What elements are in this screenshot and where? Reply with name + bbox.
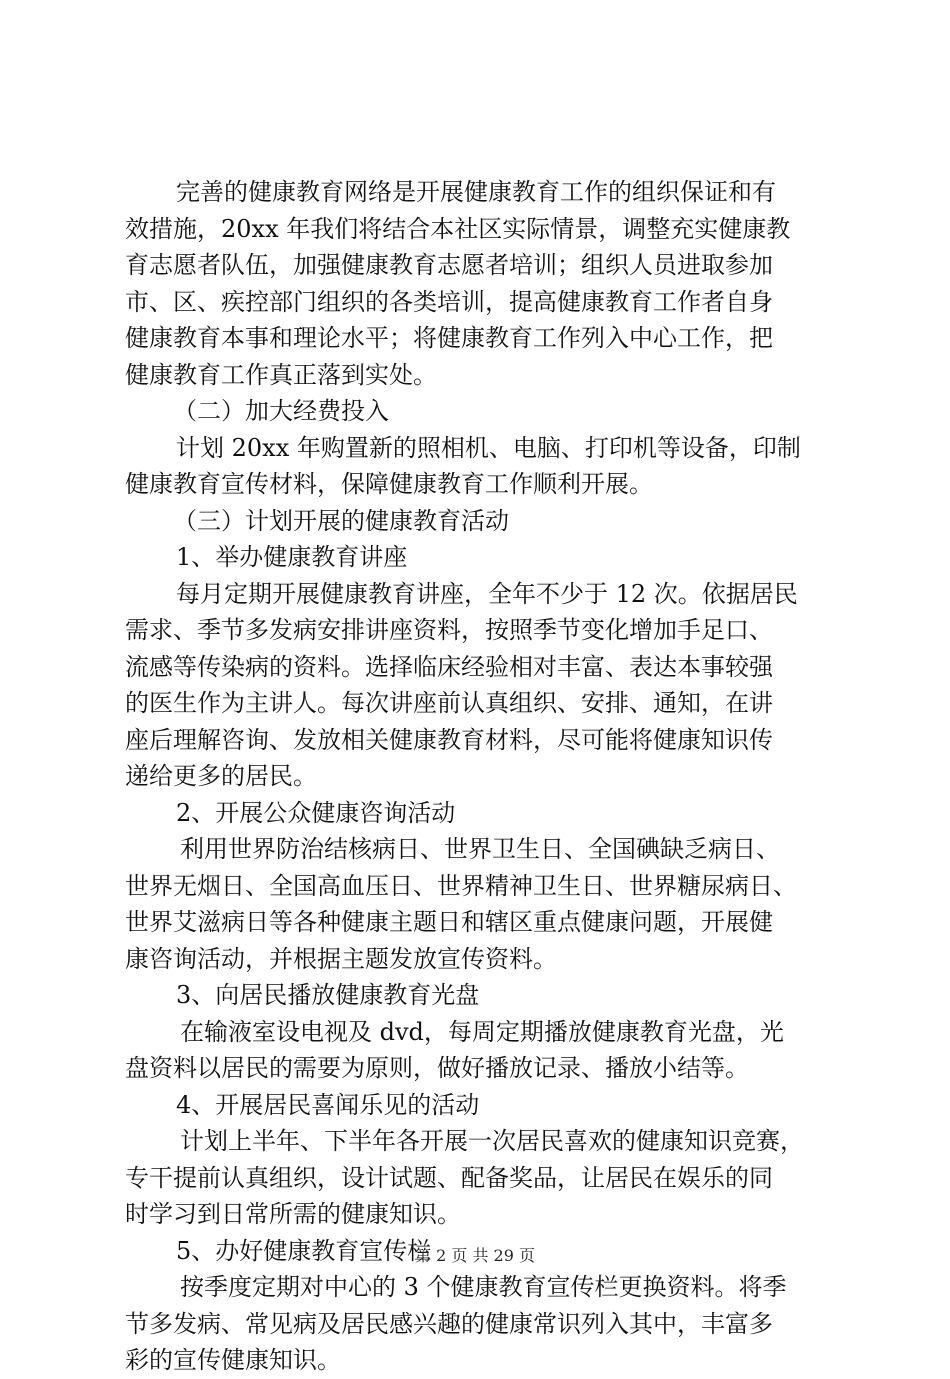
paragraph-line: 时学习到日常所需的健康知识。 (125, 1200, 461, 1228)
paragraph-line: 按季度定期对中心的 3 个健康教育宣传栏更换资料。将季 (180, 1273, 787, 1301)
paragraph-line: 在输液室设电视及 dvd，每周定期播放健康教育光盘，光 (180, 1017, 784, 1046)
paragraph-line: 需求、季节多发病安排讲座资料，按照季节变化增加手足口、 (125, 616, 773, 644)
subsection-heading: 2、开展公众健康咨询活动 (176, 798, 456, 827)
paragraph-line: 的医生作为主讲人。每次讲座前认真组织、安排、通知，在讲 (125, 689, 773, 717)
paragraph-line: 盘资料以居民的需要为原则，做好播放记录、播放小结等。 (125, 1054, 749, 1082)
paragraph-line: 康咨询活动，并根据主题发放宣传资料。 (125, 944, 557, 973)
paragraph-line: 计划 20xx 年购置新的照相机、电脑、打印机等设备，印制 (176, 433, 801, 462)
subsection-heading: 3、向居民播放健康教育光盘 (176, 981, 480, 1009)
paragraph-line: 流感等传染病的资料。选择临床经验相对丰富、表达本事较强 (125, 652, 773, 681)
paragraph-line: 效措施，20xx 年我们将结合本社区实际情景，调整充实健康教 (125, 214, 791, 243)
paragraph-line: 市、区、疾控部门组织的各类培训，提高健康教育工作者自身 (125, 287, 773, 316)
section-heading: （二）加大经费投入 (173, 397, 389, 425)
section-heading: （三）计划开展的健康教育活动 (173, 506, 509, 535)
document-body (125, 174, 831, 1379)
paragraph-line: 递给更多的居民。 (125, 762, 317, 790)
paragraph-line: 育志愿者队伍，加强健康教育志愿者培训；组织人员进取参加 (125, 251, 773, 279)
subsection-heading: 4、开展居民喜闻乐见的活动 (176, 1090, 480, 1119)
paragraph-line: 健康教育本事和理论水平；将健康教育工作列入中心工作，把 (125, 324, 773, 352)
paragraph-line: 健康教育工作真正落到实处。 (125, 360, 437, 389)
paragraph-line: 座后理解咨询、发放相关健康教育材料，尽可能将健康知识传 (125, 725, 773, 754)
paragraph-line: 世界艾滋病日等各种健康主题日和辖区重点健康问题，开展健 (125, 908, 773, 936)
paragraph-line: 每月定期开展健康教育讲座，全年不少于 12 次。依据居民 (176, 579, 798, 608)
paragraph-line: 计划上半年、下半年各开展一次居民喜欢的健康知识竞赛， (180, 1127, 804, 1155)
page-number-footer: 第 2 页 共 29 页 (415, 1246, 535, 1265)
paragraph-line: 利用世界防治结核病日、世界卫生日、全国碘缺乏病日、 (180, 835, 780, 863)
paragraph-line: 完善的健康教育网络是开展健康教育工作的组织保证和有 (176, 178, 776, 206)
paragraph-line: 彩的宣传健康知识。 (125, 1346, 341, 1374)
paragraph-line: 世界无烟日、全国高血压日、世界精神卫生日、世界糖尿病日、 (125, 871, 797, 900)
paragraph-line: 专干提前认真组织，设计试题、配备奖品，让居民在娱乐的同 (125, 1163, 773, 1192)
paragraph-line: 节多发病、常见病及居民感兴趣的健康常识列入其中，丰富多 (125, 1309, 773, 1338)
paragraph-line: 健康教育宣传材料，保障健康教育工作顺利开展。 (125, 470, 653, 498)
subsection-heading: 5、办好健康教育宣传栏 (176, 1236, 432, 1265)
subsection-heading: 1、举办健康教育讲座 (176, 543, 408, 571)
